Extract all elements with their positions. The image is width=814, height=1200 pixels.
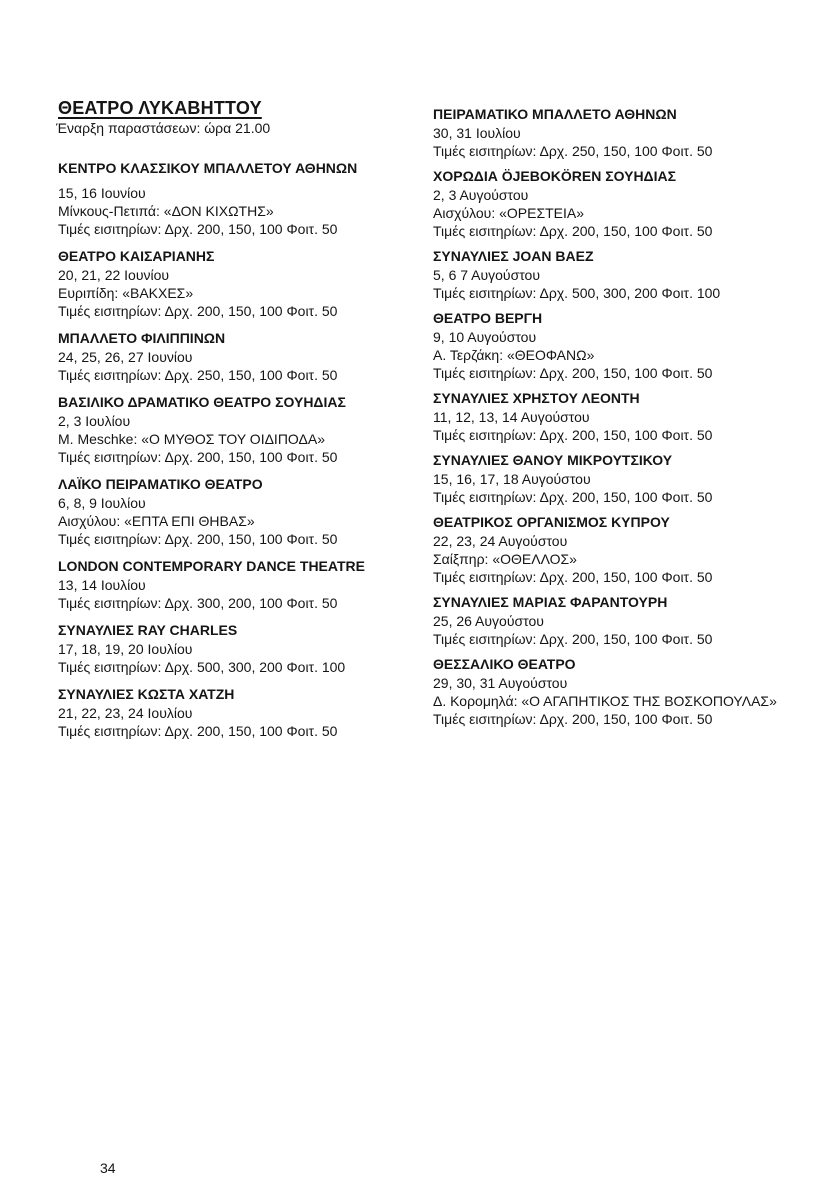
- program-entry: [58, 246, 408, 320]
- program-entry: [433, 654, 811, 728]
- entry-title: ΣΥΝΑΥΛΙΕΣ JOAN BAEZ: [433, 248, 594, 264]
- page-number: 34: [100, 1160, 116, 1176]
- entry-detail: 2, 3 Ιουλίου: [58, 413, 131, 429]
- ticket-prices: Τιμές εισιτηρίων: Δρχ. 250, 150, 100 Φοιτ. 50: [58, 367, 338, 383]
- left-column-program: [58, 158, 408, 748]
- entry-detail: 30, 31 Ιουλίου: [433, 125, 521, 141]
- entry-title: ΘΕΑΤΡΟ ΒΕΡΓΗ: [433, 310, 543, 326]
- program-entry: [433, 308, 811, 382]
- entry-detail: 24, 25, 26, 27 Ιουνίου: [58, 349, 193, 365]
- program-entry: [58, 474, 408, 548]
- entry-detail: Δ. Κορομηλά: «Ο ΑΓΑΠΗΤΙΚΟΣ ΤΗΣ ΒΟΣΚΟΠΟΥΛΑΣ»: [433, 693, 777, 709]
- right-column-program: [433, 104, 811, 734]
- entry-detail: Μίνκους-Πετιπά: «ΔΟΝ ΚΙΧΩΤΗΣ»: [58, 203, 274, 219]
- entry-title: ΚΕΝΤΡΟ ΚΛΑΣΣΙΚΟΥ ΜΠΑΛΛΕΤΟΥ ΑΘΗΝΩΝ: [58, 160, 358, 176]
- ticket-prices: Τιμές εισιτηρίων: Δρχ. 300, 200, 100 Φοιτ. 50: [58, 595, 338, 611]
- ticket-prices: Τιμές εισιτηρίων: Δρχ. 200, 150, 100 Φοιτ. 50: [433, 569, 713, 585]
- entry-detail: 15, 16 Ιουνίου: [58, 185, 146, 201]
- entry-detail: 6, 8, 9 Ιουλίου: [58, 495, 146, 511]
- entry-detail: Αισχύλου: «ΟΡΕΣΤΕΙΑ»: [433, 205, 585, 221]
- performance-start-time: Έναρξη παραστάσεων: ώρα 21.00: [56, 120, 271, 136]
- entry-title: ΣΥΝΑΥΛΙΕΣ ΘΑΝΟΥ ΜΙΚΡΟΥΤΣΙΚΟΥ: [433, 452, 673, 468]
- ticket-prices: Τιμές εισιτηρίων: Δρχ. 200, 150, 100 Φοιτ. 50: [433, 223, 713, 239]
- program-entry: [58, 328, 408, 384]
- ticket-prices: Τιμές εισιτηρίων: Δρχ. 200, 150, 100 Φοιτ. 50: [433, 631, 713, 647]
- program-entry: [58, 158, 408, 238]
- entry-detail: 20, 21, 22 Ιουνίου: [58, 267, 170, 283]
- page-title: ΘΕΑΤΡΟ ΛΥΚΑΒΗΤΤΟΥ: [58, 98, 262, 119]
- entry-title: ΘΕΑΤΡΙΚΟΣ ΟΡΓΑΝΙΣΜΟΣ ΚΥΠΡΟΥ: [433, 514, 670, 530]
- program-entry: [58, 684, 408, 740]
- entry-title: LONDON CONTEMPORARY DANCE THEATRE: [58, 558, 365, 574]
- program-entry: [433, 450, 811, 506]
- entry-title: ΣΥΝΑΥΛΙΕΣ RAY CHARLES: [58, 622, 238, 638]
- entry-detail: Αισχύλου: «ΕΠΤΑ ΕΠΙ ΘΗΒΑΣ»: [58, 513, 255, 529]
- ticket-prices: Τιμές εισιτηρίων: Δρχ. 200, 150, 100 Φοιτ. 50: [58, 221, 338, 237]
- program-entry: [433, 388, 811, 444]
- entry-detail: Ευριπίδη: «ΒΑΚΧΕΣ»: [58, 285, 194, 301]
- ticket-prices: Τιμές εισιτηρίων: Δρχ. 200, 150, 100 Φοιτ. 50: [58, 303, 338, 319]
- ticket-prices: Τιμές εισιτηρίων: Δρχ. 500, 300, 200 Φοιτ. 100: [58, 659, 346, 675]
- entry-title: ΒΑΣΙΛΙΚΟ ΔΡΑΜΑΤΙΚΟ ΘΕΑΤΡΟ ΣΟΥΗΔΙΑΣ: [58, 394, 346, 410]
- program-entry: [433, 512, 811, 586]
- entry-detail: 22, 23, 24 Αυγούστου: [433, 533, 568, 549]
- entry-detail: 9, 10 Αυγούστου: [433, 329, 537, 345]
- program-entry: [433, 592, 811, 648]
- program-entry: [58, 556, 408, 612]
- ticket-prices: Τιμές εισιτηρίων: Δρχ. 200, 150, 100 Φοιτ. 50: [433, 489, 713, 505]
- entry-title: ΣΥΝΑΥΛΙΕΣ ΜΑΡΙΑΣ ΦΑΡΑΝΤΟΥΡΗ: [433, 594, 668, 610]
- entry-detail: 5, 6 7 Αυγούστου: [433, 267, 540, 283]
- entry-detail: Α. Τερζάκη: «ΘΕΟΦΑΝΩ»: [433, 347, 595, 363]
- program-entry: [433, 166, 811, 240]
- program-entry: [433, 104, 811, 160]
- entry-title: ΣΥΝΑΥΛΙΕΣ ΚΩΣΤΑ ΧΑΤΖΗ: [58, 686, 235, 702]
- entry-title: ΜΠΑΛΛΕΤΟ ΦΙΛΙΠΠΙΝΩΝ: [58, 330, 226, 346]
- entry-title: ΘΕΣΣΑΛΙΚΟ ΘΕΑΤΡΟ: [433, 656, 576, 672]
- program-entry: [58, 620, 408, 676]
- entry-detail: 11, 12, 13, 14 Αυγούστου: [433, 409, 590, 425]
- entry-detail: 15, 16, 17, 18 Αυγούστου: [433, 471, 591, 487]
- entry-title: ΛΑΪΚΟ ΠΕΙΡΑΜΑΤΙΚΟ ΘΕΑΤΡΟ: [58, 476, 263, 492]
- entry-detail: 2, 3 Αυγούστου: [433, 187, 529, 203]
- program-entry: [433, 246, 811, 302]
- ticket-prices: Τιμές εισιτηρίων: Δρχ. 200, 150, 100 Φοιτ. 50: [433, 365, 713, 381]
- entry-detail: 17, 18, 19, 20 Ιουλίου: [58, 641, 193, 657]
- entry-detail: 13, 14 Ιουλίου: [58, 577, 146, 593]
- entry-title: ΠΕΙΡΑΜΑΤΙΚΟ ΜΠΑΛΛΕΤΟ ΑΘΗΝΩΝ: [433, 106, 677, 122]
- ticket-prices: Τιμές εισιτηρίων: Δρχ. 250, 150, 100 Φοιτ. 50: [433, 143, 713, 159]
- ticket-prices: Τιμές εισιτηρίων: Δρχ. 200, 150, 100 Φοιτ. 50: [58, 449, 338, 465]
- entry-title: ΘΕΑΤΡΟ ΚΑΙΣΑΡΙΑΝΗΣ: [58, 248, 215, 264]
- entry-detail: 29, 30, 31 Αυγούστου: [433, 675, 568, 691]
- ticket-prices: Τιμές εισιτηρίων: Δρχ. 200, 150, 100 Φοιτ. 50: [433, 711, 713, 727]
- ticket-prices: Τιμές εισιτηρίων: Δρχ. 200, 150, 100 Φοιτ. 50: [433, 427, 713, 443]
- entry-title: ΣΥΝΑΥΛΙΕΣ ΧΡΗΣΤΟΥ ΛΕΟΝΤΗ: [433, 390, 640, 406]
- program-entry: [58, 392, 408, 466]
- entry-detail: Σαίξπηρ: «ΟΘΕΛΛΟΣ»: [433, 551, 577, 567]
- ticket-prices: Τιμές εισιτηρίων: Δρχ. 200, 150, 100 Φοιτ. 50: [58, 723, 338, 739]
- entry-title: ΧΟΡΩΔΙΑ ÖJEBOKÖREN ΣΟΥΗΔΙΑΣ: [433, 168, 677, 184]
- entry-detail: M. Meschke: «Ο ΜΥΘΟΣ ΤΟΥ ΟΙΔΙΠΟΔΑ»: [58, 431, 326, 447]
- ticket-prices: Τιμές εισιτηρίων: Δρχ. 200, 150, 100 Φοιτ. 50: [58, 531, 338, 547]
- entry-detail: 21, 22, 23, 24 Ιουλίου: [58, 705, 193, 721]
- entry-detail: 25, 26 Αυγούστου: [433, 613, 544, 629]
- ticket-prices: Τιμές εισιτηρίων: Δρχ. 500, 300, 200 Φοιτ. 100: [433, 285, 721, 301]
